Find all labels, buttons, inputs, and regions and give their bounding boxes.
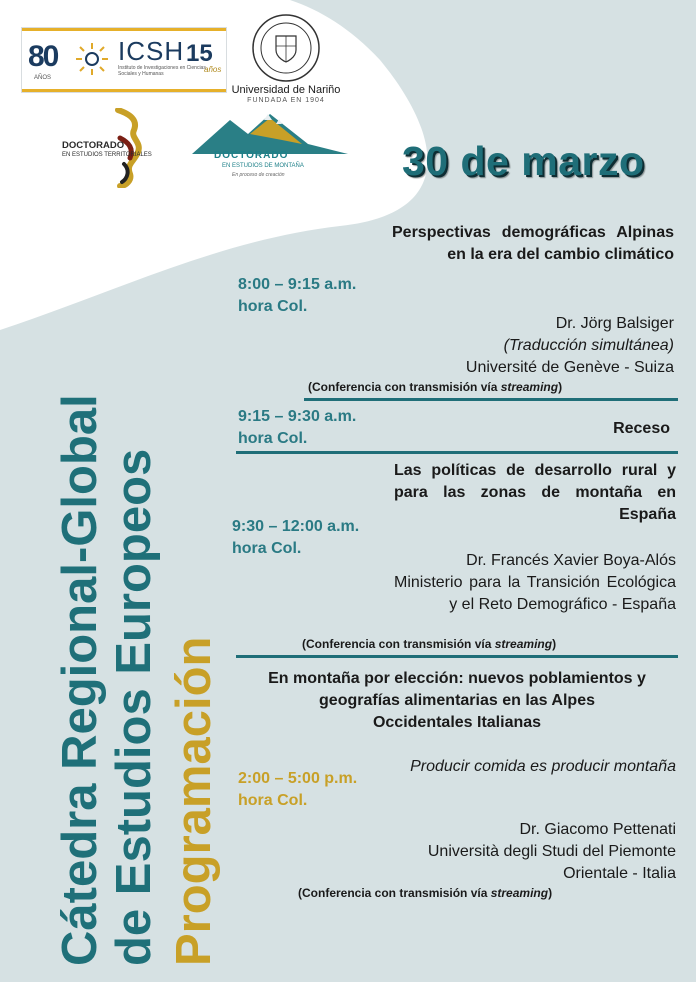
mountain-studies-subtitle: EN ESTUDIOS DE MONTAÑA — [222, 163, 304, 169]
session-3-time-suffix: hora Col. — [232, 540, 302, 557]
vertical-title-line-1: Cátedra Regional-Global — [53, 394, 107, 966]
divider — [236, 655, 678, 658]
session-3-streaming-note: (Conferencia con transmisión vía streaming) — [302, 637, 557, 651]
icsh-anniversary-suffix: años — [204, 65, 222, 74]
session-1-time: 8:00 – 9:15 a.m. — [238, 276, 357, 293]
session-3-affiliation: Ministerio para la Transición Ecológica y el Reto Demográfico - España — [394, 574, 676, 613]
session-1-streaming-note: (Conferencia con transmisión vía streaming) — [308, 380, 563, 394]
icsh-subtitle: Instituto de Investigaciones en Ciencias Sociales y Humanas — [118, 65, 206, 77]
territorial-studies-subtitle: EN ESTUDIOS TERRITORIALES — [62, 152, 152, 158]
session-2-time-suffix: hora Col. — [238, 430, 308, 447]
session-1-title: Perspectivas demográficas Alpinas en la era del cambio climático — [392, 224, 674, 263]
session-4-streaming-note: (Conferencia con transmisión vía streaming) — [298, 886, 553, 900]
udenar-80-years-caption: AÑOS — [34, 75, 52, 81]
session-1-speaker: Dr. Jörg Balsiger — [555, 315, 674, 332]
divider — [304, 398, 678, 401]
vertical-title-line-3: Programación — [167, 636, 221, 966]
session-4-title: En montaña por elección: nuevos poblamientos y geografías alimentarias en las Alpes Occidentales Italianas — [268, 670, 646, 731]
mountain-studies-tagline: En proceso de creación — [232, 172, 285, 178]
mountain-studies-title: DOCTORADO — [214, 150, 289, 161]
vertical-title-line-2: de Estudios Europeos — [107, 448, 161, 966]
divider — [236, 451, 678, 454]
session-1-speaker-note: (Traducción simultánea) — [503, 337, 674, 354]
udenar-80-years-logo: 80 — [28, 40, 58, 73]
icsh-logo-text: ICSH — [118, 36, 185, 66]
session-2-title: Receso — [613, 420, 670, 437]
event-date: 30 de marzo — [402, 138, 645, 184]
session-1-affiliation: Université de Genève - Suiza — [465, 359, 674, 376]
session-3-title: Las políticas de desarrollo rural y para las zonas de montaña en España — [394, 462, 676, 523]
sun-icon — [74, 41, 110, 77]
udenar-founded: FUNDADA EN 1904 — [247, 97, 325, 104]
session-4-affiliation: Università degli Studi del Piemonte Orientale - Italia — [427, 843, 676, 882]
university-seal-icon — [250, 12, 322, 84]
session-4-time: 2:00 – 5:00 p.m. — [238, 770, 358, 787]
session-4-speaker: Dr. Giacomo Pettenati — [519, 821, 676, 838]
session-3-speaker: Dr. Francés Xavier Boya-Alós — [466, 552, 676, 569]
session-1-time-suffix: hora Col. — [238, 298, 308, 315]
udenar-name: Universidad de Nariño — [231, 84, 341, 96]
session-3-time: 9:30 – 12:00 a.m. — [232, 518, 360, 535]
logo-band — [22, 28, 226, 92]
icsh-anniversary-number: 15 — [186, 40, 213, 67]
session-4-subtitle: Producir comida es producir montaña — [410, 758, 676, 775]
session-4-time-suffix: hora Col. — [238, 792, 308, 809]
session-2-time: 9:15 – 9:30 a.m. — [238, 408, 357, 425]
territorial-studies-title: DOCTORADO — [62, 140, 125, 151]
